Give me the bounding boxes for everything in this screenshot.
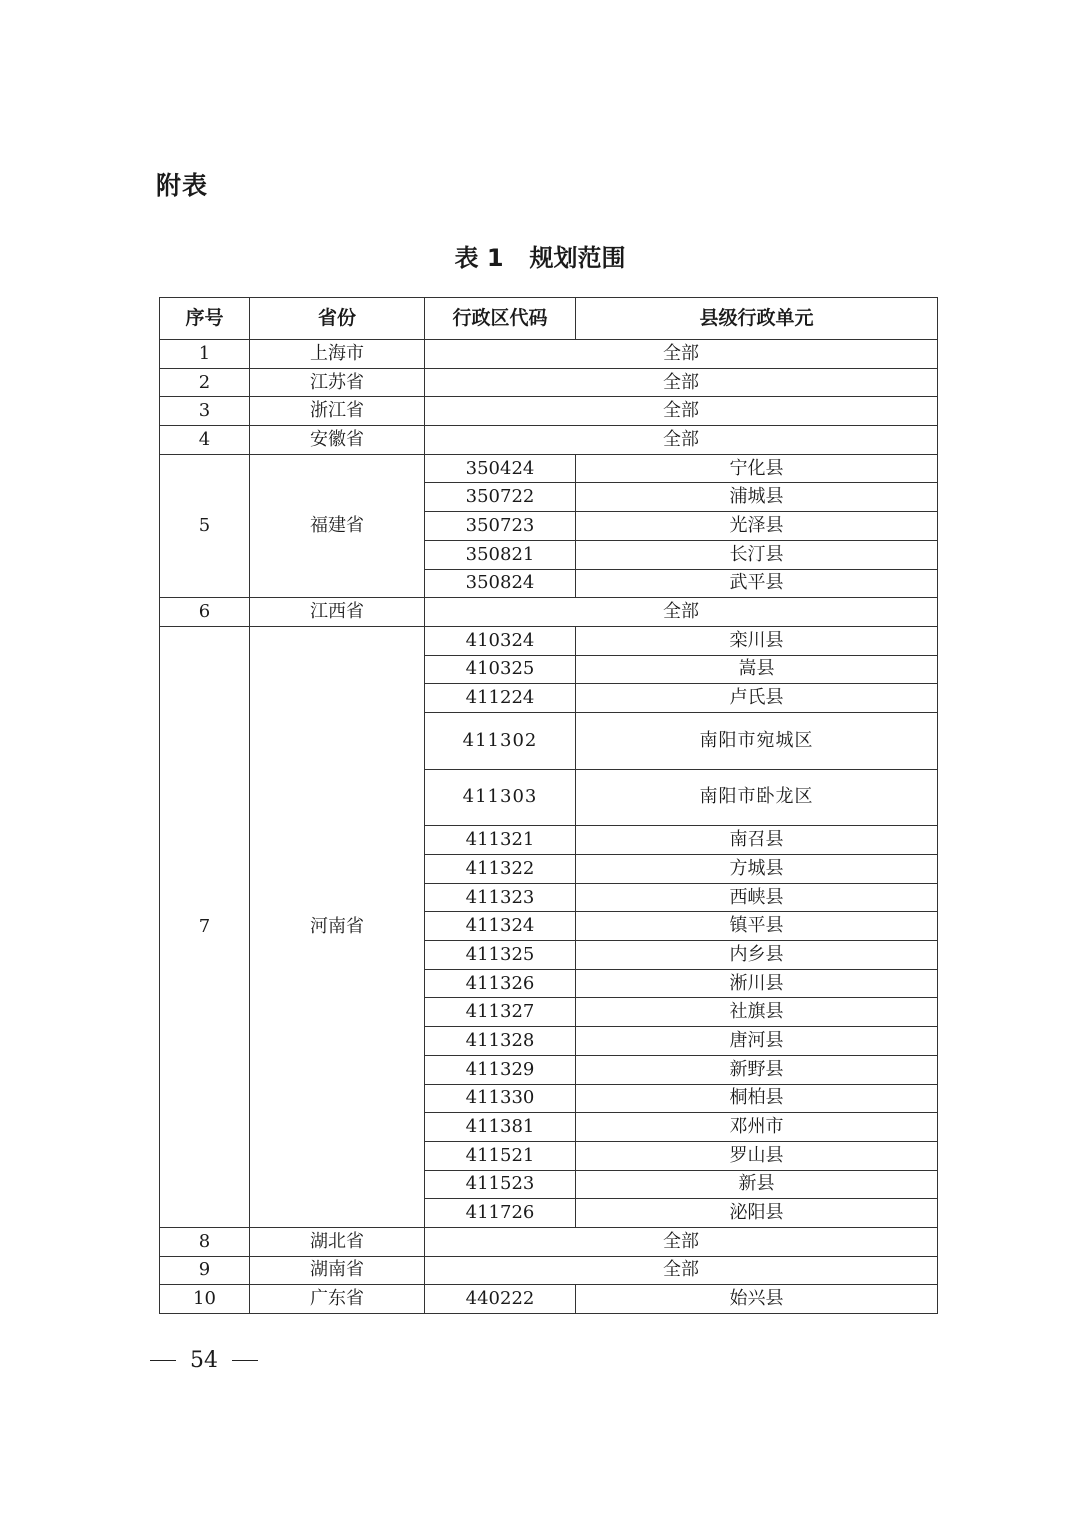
row-index: 6: [160, 598, 250, 627]
table-name: 规划范围: [529, 244, 626, 272]
row-code: 411328: [425, 1027, 576, 1056]
row-province: 广东省: [250, 1285, 425, 1314]
row-code: 411325: [425, 941, 576, 970]
row-code: 411323: [425, 883, 576, 912]
row-county: 南阳市宛城区: [576, 712, 938, 769]
row-province: 浙江省: [250, 397, 425, 426]
appendix-title: 附表: [156, 171, 209, 200]
row-province: 湖北省: [250, 1227, 425, 1256]
row-code: 350821: [425, 540, 576, 569]
row-index: 10: [160, 1285, 250, 1314]
row-county: 浦城县: [576, 483, 938, 512]
row-index: 1: [160, 340, 250, 369]
row-code: 350722: [425, 483, 576, 512]
page-number: 54: [190, 1348, 218, 1373]
table-row: [160, 1285, 938, 1314]
row-county: 罗山县: [576, 1141, 938, 1170]
row-code: 411327: [425, 998, 576, 1027]
row-all: 全部: [425, 340, 938, 369]
header-index: 序号: [160, 298, 250, 340]
table-header-row: [160, 298, 938, 340]
row-county: 卢氏县: [576, 684, 938, 713]
row-province: 江苏省: [250, 368, 425, 397]
table-row: [160, 626, 938, 655]
row-index: 3: [160, 397, 250, 426]
row-code: 410324: [425, 626, 576, 655]
row-code: 411302: [425, 712, 576, 769]
row-index: 2: [160, 368, 250, 397]
row-code: 411330: [425, 1084, 576, 1113]
row-all: 全部: [425, 368, 938, 397]
row-county: 光泽县: [576, 512, 938, 541]
row-county: 唐河县: [576, 1027, 938, 1056]
table-number: 表 1: [454, 244, 504, 272]
table-row: [160, 397, 938, 426]
row-county: 武平县: [576, 569, 938, 598]
footer-dash-left: [150, 1360, 176, 1361]
row-county: 栾川县: [576, 626, 938, 655]
row-code: 411324: [425, 912, 576, 941]
row-county: 镇平县: [576, 912, 938, 941]
row-code: 411224: [425, 684, 576, 713]
row-index: 5: [160, 454, 250, 597]
planning-scope-table: [159, 297, 938, 1314]
row-province: 福建省: [250, 454, 425, 597]
row-county: 南召县: [576, 826, 938, 855]
table-title: [0, 238, 1080, 273]
row-code: 411326: [425, 969, 576, 998]
row-county: 方城县: [576, 855, 938, 884]
row-code: 350723: [425, 512, 576, 541]
row-province: 河南省: [250, 626, 425, 1227]
row-all: 全部: [425, 1227, 938, 1256]
row-index: 9: [160, 1256, 250, 1285]
row-index: 8: [160, 1227, 250, 1256]
row-county: 新野县: [576, 1055, 938, 1084]
row-county: 内乡县: [576, 941, 938, 970]
row-county: 淅川县: [576, 969, 938, 998]
row-county: 南阳市卧龙区: [576, 769, 938, 826]
row-county: 始兴县: [576, 1285, 938, 1314]
row-code: 411726: [425, 1199, 576, 1228]
row-county: 泌阳县: [576, 1199, 938, 1228]
row-all: 全部: [425, 426, 938, 455]
row-code: 411303: [425, 769, 576, 826]
row-province: 上海市: [250, 340, 425, 369]
header-province: 省份: [250, 298, 425, 340]
row-code: 411321: [425, 826, 576, 855]
row-county: 桐柏县: [576, 1084, 938, 1113]
row-province: 安徽省: [250, 426, 425, 455]
table-row: [160, 598, 938, 627]
table-body: [160, 340, 938, 1314]
row-code: 411381: [425, 1113, 576, 1142]
header-code: 行政区代码: [425, 298, 576, 340]
row-province: 江西省: [250, 598, 425, 627]
header-county: 县级行政单元: [576, 298, 938, 340]
table-row: [160, 426, 938, 455]
row-code: 410325: [425, 655, 576, 684]
row-code: 350824: [425, 569, 576, 598]
row-county: 宁化县: [576, 454, 938, 483]
row-county: 邓州市: [576, 1113, 938, 1142]
table-row: [160, 368, 938, 397]
row-all: 全部: [425, 1256, 938, 1285]
row-county: 社旗县: [576, 998, 938, 1027]
row-code: 411523: [425, 1170, 576, 1199]
row-county: 嵩县: [576, 655, 938, 684]
row-county: 西峡县: [576, 883, 938, 912]
row-code: 350424: [425, 454, 576, 483]
row-index: 4: [160, 426, 250, 455]
table-row: [160, 454, 938, 483]
table-row: [160, 1256, 938, 1285]
row-province: 湖南省: [250, 1256, 425, 1285]
row-county: 新县: [576, 1170, 938, 1199]
page-footer: [150, 1348, 258, 1373]
row-code: 411521: [425, 1141, 576, 1170]
table-row: [160, 1227, 938, 1256]
row-code: 440222: [425, 1285, 576, 1314]
table-row: [160, 340, 938, 369]
row-all: 全部: [425, 397, 938, 426]
row-county: 长汀县: [576, 540, 938, 569]
row-all: 全部: [425, 598, 938, 627]
footer-dash-right: [232, 1360, 258, 1361]
row-code: 411329: [425, 1055, 576, 1084]
row-code: 411322: [425, 855, 576, 884]
row-index: 7: [160, 626, 250, 1227]
